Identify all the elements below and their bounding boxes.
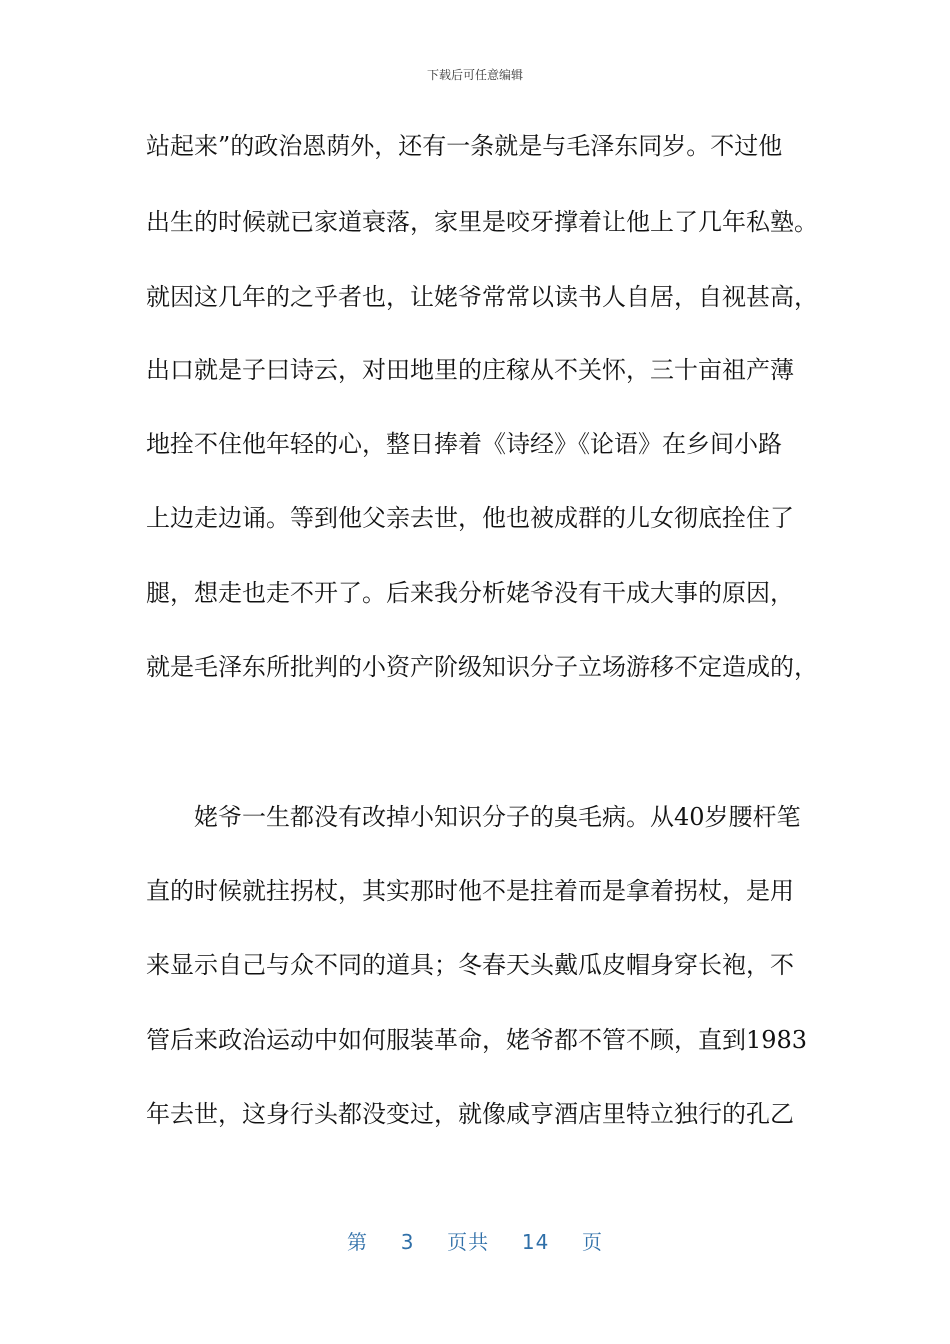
text-line-12: 管后来政治运动中如何服装革命，姥爷都不管不顾，直到1983 bbox=[146, 1026, 808, 1054]
header-note: 下载后可任意编辑 bbox=[426, 68, 523, 82]
page-footer bbox=[0, 1226, 950, 1255]
page-total: 14 bbox=[521, 1230, 550, 1254]
text-line-11: 来显示自己与众不同的道具；冬春天头戴瓜皮帽身穿长袍，不 bbox=[146, 951, 794, 979]
text-line-5: 地拴不住他年轻的心，整日捧着《诗经》《论语》在乡间小路 bbox=[146, 430, 782, 458]
text-line-1: 站起来”的政治恩荫外，还有一条就是与毛泽东同岁。不过他 bbox=[146, 132, 783, 160]
text-line-4: 出口就是子曰诗云，对田地里的庄稼从不关怀，三十亩祖产薄 bbox=[146, 356, 794, 384]
page-suffix: 页 bbox=[582, 1230, 604, 1254]
text-line-13: 年去世，这身行头都没变过，就像咸亨酒店里特立独行的孔乙 bbox=[146, 1100, 794, 1128]
text-line-8: 就是毛泽东所批判的小资产阶级知识分子立场游移不定造成的， bbox=[146, 653, 818, 681]
page-number: 3 bbox=[400, 1230, 415, 1254]
text-line-9: 姥爷一生都没有改掉小知识分子的臭毛病。从40岁腰杆笔 bbox=[194, 803, 801, 831]
text-line-10: 直的时候就拄拐杖，其实那时他不是拄着而是拿着拐杖，是用 bbox=[146, 877, 794, 905]
text-line-7: 腿，想走也走不开了。后来我分析姥爷没有干成大事的原因， bbox=[146, 579, 794, 607]
page-prefix: 第 bbox=[346, 1230, 368, 1254]
text-line-2: 出生的时候就已家道衰落，家里是咬牙撑着让他上了几年私塾。 bbox=[146, 208, 818, 236]
text-line-6: 上边走边诵。等到他父亲去世，他也被成群的儿女彻底拴住了 bbox=[146, 504, 794, 532]
text-line-3: 就因这几年的之乎者也，让姥爷常常以读书人自居，自视甚高， bbox=[146, 283, 818, 311]
page-middle: 页共 bbox=[447, 1230, 490, 1254]
